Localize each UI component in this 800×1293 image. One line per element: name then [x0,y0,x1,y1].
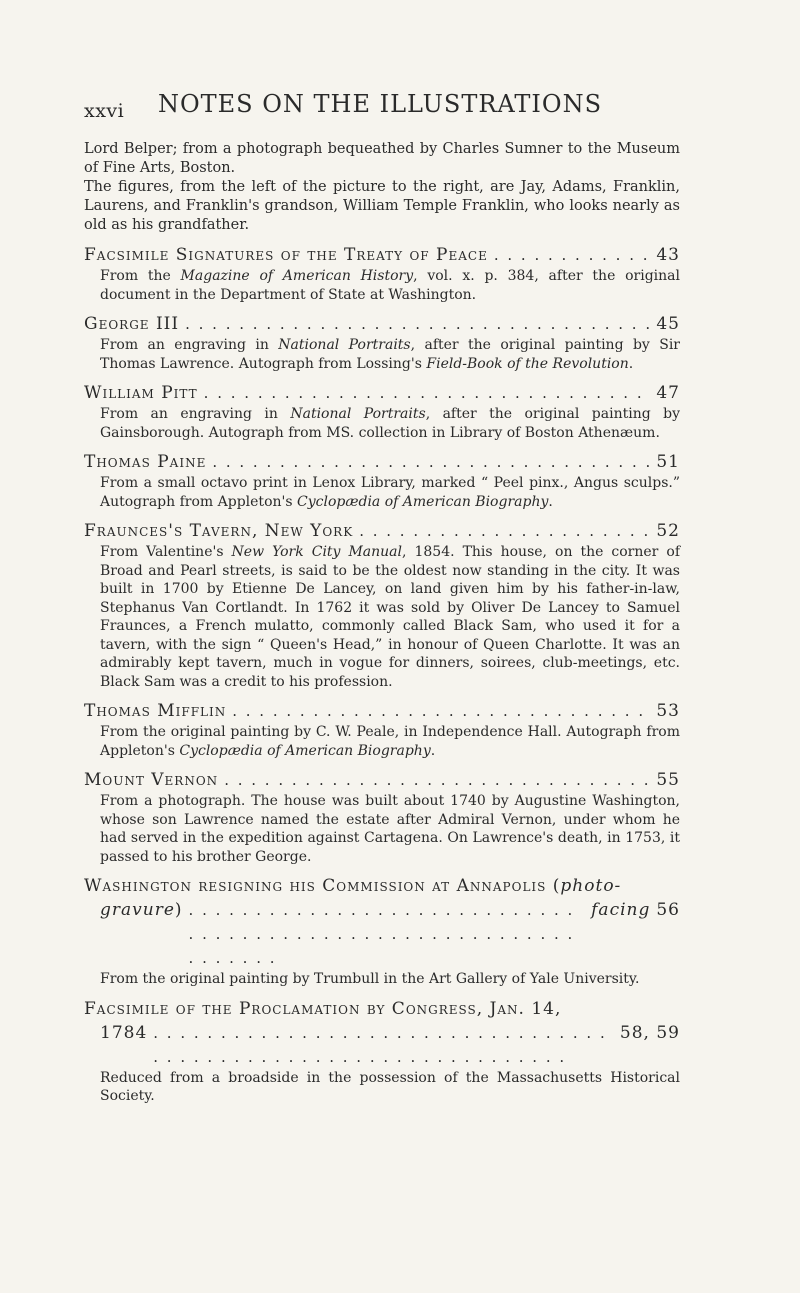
desc-italic: Field-Book of the Revolution [426,355,629,372]
entry-title-text: 1784 [100,1022,148,1043]
entry-title-text: Fraunces's Tavern, New York [84,521,354,541]
desc-italic: Magazine of American History [180,268,414,284]
entry-title-italic: photo- [560,876,622,896]
entry-description [84,723,680,760]
desc-italic: National Portraits [278,337,411,353]
illustration-entry [84,312,680,373]
desc-italic: Cyclopædia of American Biography [179,742,431,759]
entry-title-text: Thomas Mifflin [84,701,227,721]
entry-title [84,874,680,970]
desc-text: , after the original painting by Sir Thomas Lawrence. Autograph from Lossing's [100,337,680,372]
illustration-entry [84,699,680,760]
desc-italic: Cyclopædia of American Biography [297,493,549,510]
desc-text: From a small octavo print in Lenox Library, marked “ Peel pinx., Angus sculps.” Autograph from Appleton's [100,475,680,510]
leader-dots [147,1021,614,1069]
entry-title-text [100,898,183,922]
leader-dots [488,243,651,267]
entry-title-line: Facsimile of the Proclamation by Congress, Jan. 14, [84,998,562,1019]
running-title: NOTES ON THE ILLUSTRATIONS [157,90,603,118]
illustration-entry [84,768,680,866]
leader-dots [353,519,650,543]
entry-page-number: 52 [656,521,680,541]
entry-description [84,543,680,691]
leader-dots [218,768,650,792]
desc-text: From an engraving in [100,406,291,422]
entry-description [84,792,680,866]
entry-page-number: 47 [656,383,680,403]
page-content [84,140,680,1106]
desc-text: From the original painting by C. W. Peale, in Independence Hall. Autograph from Appleton's [100,724,680,759]
entry-title-text: Thomas Paine [84,452,207,472]
illustration-entry [84,243,680,304]
leader-dots [226,699,650,723]
entry-description [84,405,680,442]
desc-text: , after the original painting by Gainsborough. Autograph from MS. collection in Library of Boston Athenæum. [100,406,680,441]
illustration-entry [84,874,680,989]
entry-description [84,970,680,989]
desc-text: Reduced from a broadside in the possession of the Massachusetts Historical Society. [100,1069,680,1104]
entry-title [84,519,680,543]
entry-description [84,267,680,304]
leader-dots [198,381,651,405]
entry-title-line [84,1021,680,1069]
desc-text: From a photograph. The house was built about 1740 by Augustine Washington, whose son Lawrence named the estate after Admiral Vernon, under whom he had served in the expedition against Cartagena. On Lawrence's death, in 1753, it passed to his brother George. [100,793,680,865]
entry-description [84,336,680,373]
entry-page-number: 43 [656,245,680,265]
leader-dots [179,312,650,336]
entry-title [84,997,680,1069]
illustration-entry [84,381,680,442]
entry-title [84,312,680,336]
entry-title-text: Facsimile Signatures of the Treaty of Peace [84,245,488,265]
entry-title-text: ) [174,900,183,920]
entry-title-text: William Pitt [84,383,198,403]
entry-page-number: 45 [656,314,680,334]
leader-dots [183,898,586,970]
page-header [70,88,690,128]
entry-title [84,768,680,792]
entry-page-number: 51 [656,452,680,472]
illustration-entry [84,519,680,691]
entry-page-number: 55 [656,770,680,790]
illustration-entry [84,997,680,1106]
desc-text: From an engraving in [100,337,279,353]
leader-dots [206,450,650,474]
desc-italic: National Portraits [290,406,426,422]
facing-label: facing [591,900,651,920]
desc-text: From the original painting by Trumbull in the Art Gallery of Yale University. [100,971,640,987]
entry-title-line [84,874,680,898]
desc-text: . [628,355,634,372]
entry-title-line [84,898,680,970]
entry-page-number: 58, 59 [619,1022,680,1043]
entry-page-number: 56 [656,900,680,920]
entry-title-italic: gravure [100,900,175,920]
entry-page-number: 53 [656,701,680,721]
desc-text: From Valentine's [100,544,232,560]
desc-text: . [430,742,436,759]
page-number: xxvi [84,100,125,122]
entry-title [84,381,680,405]
entry-title-text: Mount Vernon [84,770,219,790]
intro-paragraph: Lord Belper; from a photograph bequeathed by Charles Sumner to the Museum of Fine Arts, Boston. [84,141,680,176]
entry-description [84,474,680,511]
illustration-entry [84,450,680,511]
intro-paragraph: The figures, from the left of the picture to the right, are Jay, Adams, Franklin, Laurens, and Franklin's grandson, William Temple Franklin, who looks nearly as old as his grandfather. [84,179,680,233]
desc-text: . [548,493,553,510]
entry-title [84,450,680,474]
intro-text [84,140,680,235]
desc-text: From the [100,268,181,284]
entry-title [84,243,680,267]
entry-title [84,699,680,723]
desc-text: , 1854. This house, on the corner of Broad and Pearl streets, is said to be the oldest now standing in the city. It was built in 1700 by Etienne De Lancey, on land given him by his father-in-law, Stephanus Van Cortlandt. In 1762 it was sold by Oliver De Lancey to Samuel Fraunces, a French mulatto, commonly called Black Sam, who used it for a tavern, with the sign “ Queen's Head,” in honour of Queen Charlotte. It was an admirably kept tavern, much in vogue for dinners, soirees, club-meetings, etc. Black Sam was a credit to his profession. [100,544,680,690]
entry-description [84,1069,680,1106]
entry-title-text: George III [84,314,180,334]
desc-italic: New York City Manual [231,544,403,560]
entry-title-text: Washington resigning his Commission at Annapolis ( [84,876,561,896]
desc-text: , vol. x. p. 384, after the original document in the Department of State at Washington. [100,268,680,303]
